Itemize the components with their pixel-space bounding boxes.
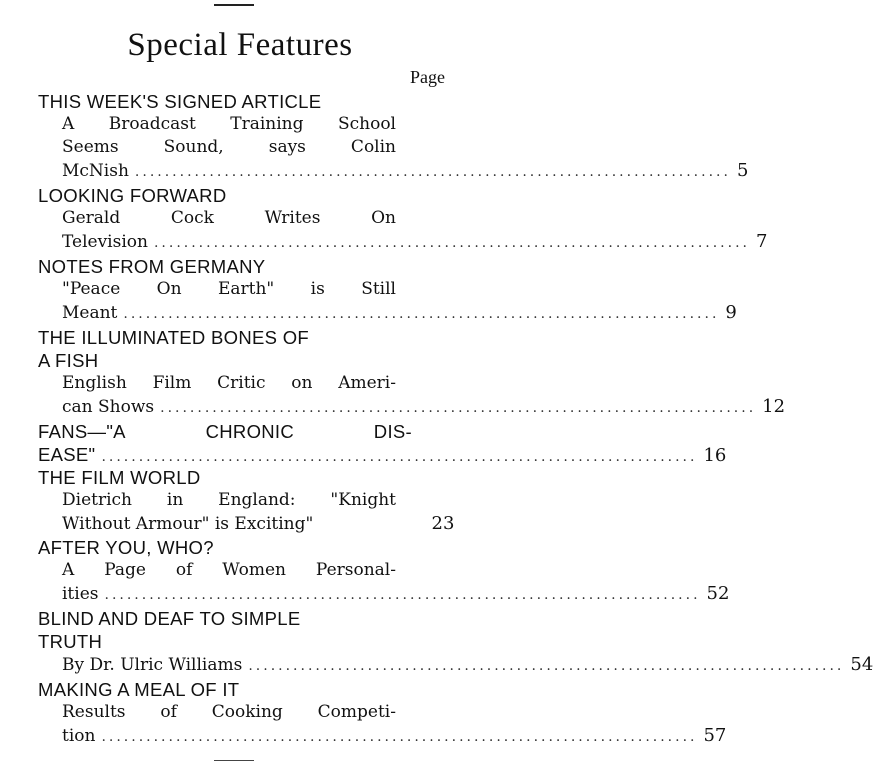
entry-heading-word: FANS—"A bbox=[38, 421, 126, 442]
contents-entry[interactable] bbox=[38, 420, 727, 466]
dot-leader: ................................................................................ bbox=[123, 306, 720, 322]
entry-heading: BLIND AND DEAF TO SIMPLE bbox=[38, 608, 301, 629]
entry-heading: AFTER YOU, WHO? bbox=[38, 537, 214, 558]
contents-entry[interactable] bbox=[38, 326, 786, 420]
contents-list bbox=[38, 90, 873, 749]
entry-description-line: English Film Critic on Ameri- bbox=[62, 373, 396, 393]
entry-page-number: 57 bbox=[703, 725, 727, 746]
contents-entry[interactable] bbox=[38, 255, 737, 326]
dot-leader: ................................................................................ bbox=[248, 658, 845, 674]
entry-description-last-line bbox=[62, 159, 749, 184]
contents-entry[interactable] bbox=[38, 90, 749, 184]
entry-page-number: 7 bbox=[755, 231, 768, 252]
entry-heading-continued: TRUTH bbox=[38, 631, 103, 652]
entry-description-text: tion bbox=[62, 726, 96, 746]
entry-page-number: 16 bbox=[703, 445, 727, 466]
entry-page-number: 54 bbox=[850, 654, 873, 675]
entry-description-last-line bbox=[62, 230, 768, 255]
entry-description-line: A Broadcast Training School bbox=[62, 114, 396, 134]
entry-description-text: By Dr. Ulric Williams bbox=[62, 655, 243, 675]
entry-heading: THE FILM WORLD bbox=[38, 467, 201, 488]
entry-description-text: Meant bbox=[62, 303, 118, 323]
entry-page-number: 12 bbox=[762, 396, 786, 417]
dot-leader: ................................................................................ bbox=[104, 587, 701, 603]
top-rule bbox=[214, 4, 254, 6]
entry-description-text: Television bbox=[62, 232, 148, 252]
entry-description-line: "Peace On Earth" is Still bbox=[62, 279, 396, 299]
entry-description-last-line bbox=[62, 512, 466, 536]
entry-description-text: McNish bbox=[62, 161, 129, 181]
entry-description-text: ities bbox=[62, 584, 99, 604]
entry-description-text: Without Armour" is Exciting" bbox=[62, 514, 314, 534]
entry-page-number: 9 bbox=[725, 302, 737, 323]
dot-leader: ................................................................................ bbox=[160, 400, 757, 416]
dot-leader: ................................................................................ bbox=[101, 729, 698, 745]
page-title: Special Features bbox=[127, 27, 353, 63]
entry-description-line: Gerald Cock Writes On bbox=[62, 208, 396, 228]
dot-leader: ................................................................................ bbox=[134, 164, 731, 180]
dot-leader: ................................................................................ bbox=[153, 235, 750, 251]
entry-description-last-line bbox=[62, 301, 737, 326]
entry-heading bbox=[38, 420, 466, 443]
entry-heading-word: CHRONIC bbox=[205, 421, 295, 442]
entry-heading-continued-row bbox=[38, 443, 727, 466]
entry-heading-word: DIS- bbox=[373, 421, 412, 442]
contents-entry[interactable] bbox=[38, 607, 873, 678]
contents-entry[interactable] bbox=[38, 678, 727, 749]
contents-entry[interactable] bbox=[38, 466, 466, 536]
entry-description-last-line bbox=[62, 582, 730, 607]
entry-heading-continued: EASE" bbox=[38, 444, 96, 465]
entry-description-line: Results of Cooking Competi- bbox=[62, 702, 396, 722]
entry-heading: NOTES FROM GERMANY bbox=[38, 256, 266, 277]
entry-page-number: 5 bbox=[736, 160, 749, 181]
entry-description-text: can Shows bbox=[62, 397, 155, 417]
bottom-rule bbox=[214, 760, 254, 761]
dot-leader: ................................................................................ bbox=[101, 449, 698, 465]
entry-heading-continued: A FISH bbox=[38, 350, 99, 371]
entry-page-number: 23 bbox=[431, 513, 455, 534]
entry-description-last-line bbox=[62, 724, 727, 749]
entry-description-line: Dietrich in England: "Knight bbox=[62, 490, 396, 510]
page-column-label: Page bbox=[410, 67, 445, 87]
contents-entry[interactable] bbox=[38, 536, 730, 607]
entry-heading: LOOKING FORWARD bbox=[38, 185, 227, 206]
entry-description-last-line bbox=[62, 653, 873, 678]
contents-entry[interactable] bbox=[38, 184, 768, 255]
entry-description-line: A Page of Women Personal- bbox=[62, 560, 396, 580]
entry-heading: THE ILLUMINATED BONES OF bbox=[38, 327, 310, 348]
entry-heading: MAKING A MEAL OF IT bbox=[38, 679, 240, 700]
entry-description-line: Seems Sound, says Colin bbox=[62, 137, 396, 157]
entry-description-last-line bbox=[62, 395, 786, 420]
entry-heading: THIS WEEK'S SIGNED ARTICLE bbox=[38, 91, 322, 112]
entry-page-number: 52 bbox=[706, 583, 730, 604]
